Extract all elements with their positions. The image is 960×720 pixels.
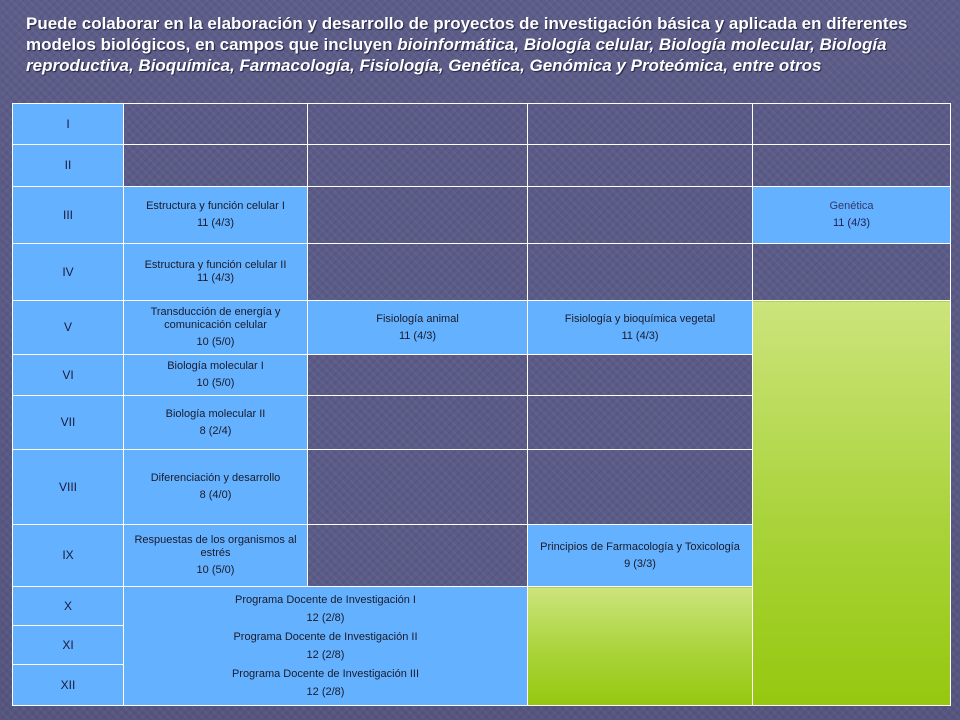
course-cell-fisiologia-vegetal [528,301,753,355]
semester-label: VII [13,396,124,450]
course-name: Biología molecular II [165,407,266,420]
empty-cell [308,450,528,525]
empty-cell [124,104,308,145]
course-cell-estructura-1 [124,187,308,244]
empty-cell [308,396,528,450]
course-credits: 12 (2/8) [306,685,345,698]
highlight-block [528,587,753,706]
empty-cell [308,104,528,145]
semester-label: I [13,104,124,145]
curriculum-table [12,103,951,706]
course-cell-biologia-molecular-1 [124,355,308,396]
course-credits: 11 (4/3) [196,272,235,284]
course-credits: 10 (5/0) [196,377,235,389]
course-name: Diferenciación y desarrollo [150,472,281,484]
course-name: Programa Docente de Investigación II [233,630,418,643]
course-credits: 11 (4/3) [398,329,437,342]
empty-cell [308,145,528,187]
course-cell-programa-docente [124,587,528,706]
table-row [13,301,951,355]
empty-cell [528,145,753,187]
course-credits: 12 (2/8) [306,611,345,624]
course-name: Genética [829,200,874,212]
semester-label: IX [13,525,124,587]
course-cell-genetica [753,187,951,244]
semester-label: VI [13,355,124,396]
semester-label: X [13,587,124,626]
title-text: Puede colaborar en la elaboración y desarrollo de proyectos de investigación básica y aplicada en diferentes modelos biológicos, en campos que incluyen [26,14,908,54]
course-name: Respuestas de los organismos al estrés [134,534,297,559]
empty-cell [528,396,753,450]
semester-label: III [13,187,124,244]
course-cell-diferenciacion [124,450,308,525]
empty-cell [528,355,753,396]
course-credits: 10 (5/0) [196,564,235,576]
highlight-block [753,301,951,706]
semester-label: XI [13,626,124,665]
course-cell-fisiologia-animal [308,301,528,355]
empty-cell [308,355,528,396]
course-name: Transducción de energía y comunicación celular [150,306,281,331]
course-credits: 8 (2/4) [199,424,232,437]
empty-cell [528,104,753,145]
empty-cell [528,244,753,301]
program-block [132,631,519,662]
empty-cell [528,187,753,244]
course-cell-transduccion [124,301,308,355]
empty-cell [753,244,951,301]
semester-label: IV [13,244,124,301]
page-title [26,13,941,76]
course-name: Estructura y función celular I [146,200,285,212]
course-credits: 9 (3/3) [624,557,656,570]
semester-label: VIII [13,450,124,525]
semester-label: II [13,145,124,187]
course-credits: 12 (2/8) [306,648,345,661]
semester-label: V [13,301,124,355]
course-name: Fisiología y bioquímica vegetal [564,312,716,325]
empty-cell [308,244,528,301]
course-name: Programa Docente de Investigación III [231,667,420,680]
course-credits: 11 (4/3) [621,329,659,342]
course-credits: 11 (4/3) [196,217,235,229]
empty-cell [753,104,951,145]
program-block [132,594,519,625]
course-cell-farmacologia [528,525,753,587]
course-name: Fisiología animal [376,312,459,325]
course-cell-biologia-molecular-2 [124,396,308,450]
course-credits: 11 (4/3) [832,217,871,229]
empty-cell [308,525,528,587]
empty-cell [753,145,951,187]
empty-cell [308,187,528,244]
table-row [13,244,951,301]
empty-cell [124,145,308,187]
program-block [132,668,519,699]
empty-cell [528,450,753,525]
title-fields-text: bioinformática, Biología celular, Biología molecular, Biología reproductiva, Bioquímica, Farmacología, Fisiología, Genética, Genómica y Proteómica, entre otros [26,35,887,75]
table-row [13,145,951,187]
course-name: Biología molecular I [167,360,264,372]
course-name: Estructura y función celular II [144,259,287,271]
course-cell-estructura-2 [124,244,308,301]
course-credits: 8 (4/0) [199,489,232,501]
semester-label: XII [13,665,124,706]
course-credits: 10 (5/0) [196,336,235,348]
course-name: Principios de Farmacología y Toxicología [540,540,740,553]
table-row [13,187,951,244]
course-name: Programa Docente de Investigación I [235,593,416,606]
table-row [13,104,951,145]
course-cell-respuestas [124,525,308,587]
